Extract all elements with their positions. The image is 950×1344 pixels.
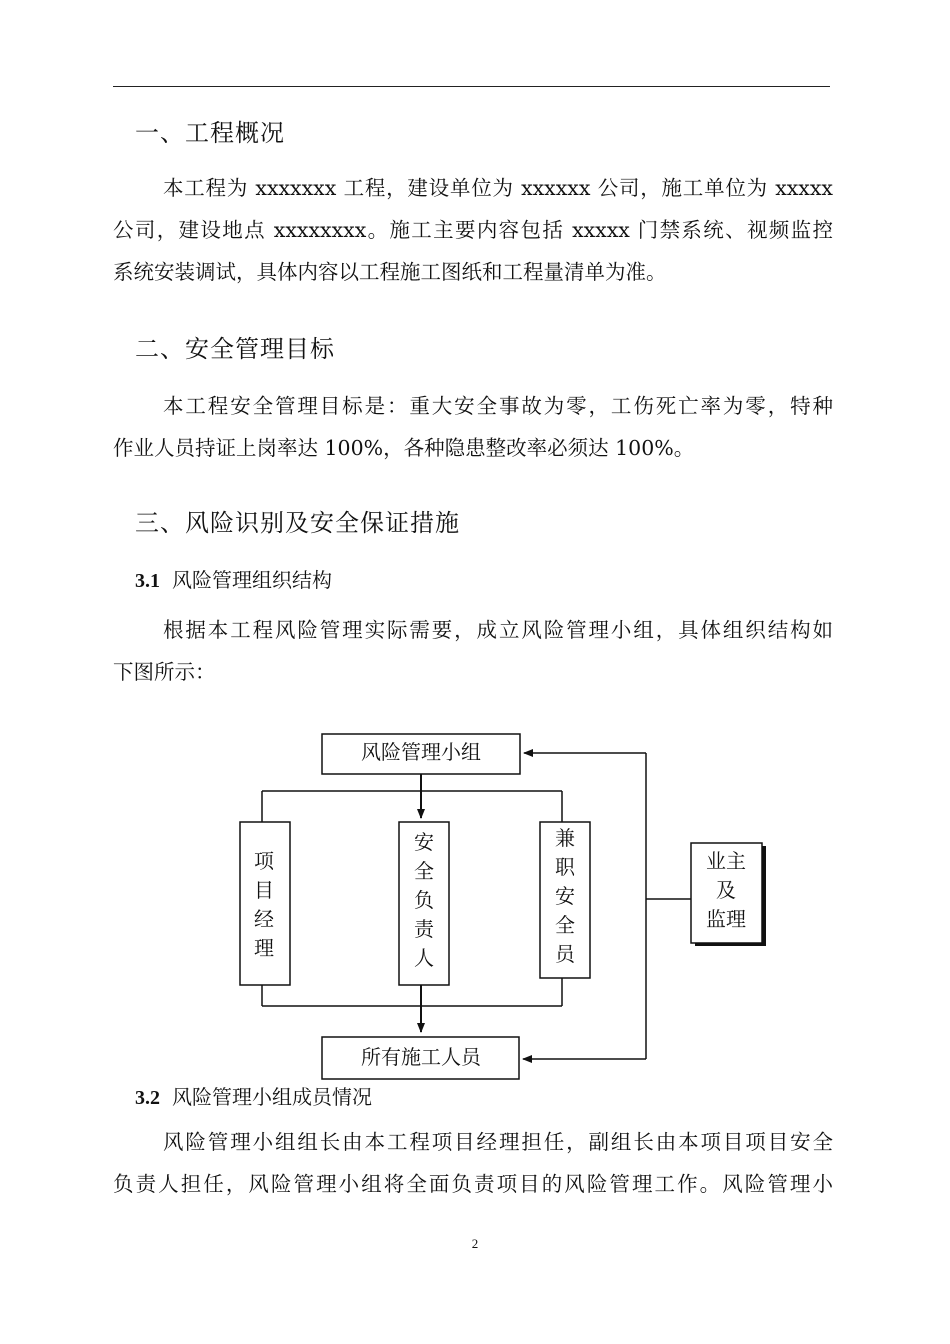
node-label-char: 负 <box>414 888 434 912</box>
paragraph-line: 根据本工程风险管理实际需要，成立风险管理小组，具体组织结构如 <box>163 618 833 642</box>
subsection-title: 风险管理小组成员情况 <box>172 1085 372 1109</box>
paragraph-line: 公司，建设地点 xxxxxxxx。施工主要内容包括 xxxxx 门禁系统、视频监控 <box>113 218 833 242</box>
node-right-label <box>555 826 577 966</box>
page-number: 2 <box>471 1236 479 1251</box>
paragraph-line: 作业人员持证上岗率达 100%，各种隐患整改率必须达 100%。 <box>113 436 695 460</box>
node-label-char: 项 <box>254 849 274 873</box>
node-label-char: 全 <box>414 859 434 883</box>
subsection-number: 3.1 <box>135 570 160 592</box>
node-label-char: 目 <box>254 878 274 902</box>
node-label-char: 职 <box>555 855 575 879</box>
subsection-3-2-heading <box>135 1081 372 1110</box>
paragraph-line: 本工程安全管理目标是：重大安全事故为零，工伤死亡率为零，特种 <box>163 394 833 418</box>
subsection-title: 风险管理组织结构 <box>172 568 332 592</box>
node-middle-label <box>414 830 435 970</box>
node-label-char: 责 <box>414 917 434 941</box>
node-label-char: 员 <box>555 942 575 966</box>
paragraph-line: 风险管理小组组长由本工程项目经理担任，副组长由本项目项目安全 <box>163 1130 833 1154</box>
node-bottom-label: 所有施工人员 <box>361 1045 481 1069</box>
node-top-label: 风险管理小组 <box>361 740 481 764</box>
node-label-char: 兼 <box>555 826 575 850</box>
node-label-row: 及 <box>716 878 736 902</box>
node-label-row: 业主 <box>706 849 746 873</box>
node-label-char: 全 <box>555 913 575 937</box>
paragraph-line: 系统安装调试，具体内容以工程施工图纸和工程量清单为准。 <box>113 260 667 284</box>
subsection-number: 3.2 <box>135 1087 160 1109</box>
section-2-heading: 二、安全管理目标 <box>135 335 335 363</box>
paragraph-line: 下图所示： <box>113 660 216 684</box>
node-label-char: 经 <box>254 907 274 931</box>
section-3-heading: 三、风险识别及安全保证措施 <box>135 509 460 537</box>
node-box-left <box>240 822 290 985</box>
node-label-char: 理 <box>254 936 274 960</box>
paragraph-line: 本工程为 xxxxxxx 工程，建设单位为 xxxxxx 公司，施工单位为 xxxxx <box>163 176 833 200</box>
node-label-row: 监理 <box>706 907 746 931</box>
section-1-heading: 一、工程概况 <box>135 119 285 147</box>
node-label-char: 人 <box>414 946 434 970</box>
node-label-char: 安 <box>555 884 575 908</box>
subsection-3-2-paragraph <box>113 1121 833 1205</box>
paragraph-line: 负责人担任，风险管理小组将全面负责项目的风险管理工作。风险管理小 <box>113 1172 833 1196</box>
node-label-char: 安 <box>414 830 434 854</box>
